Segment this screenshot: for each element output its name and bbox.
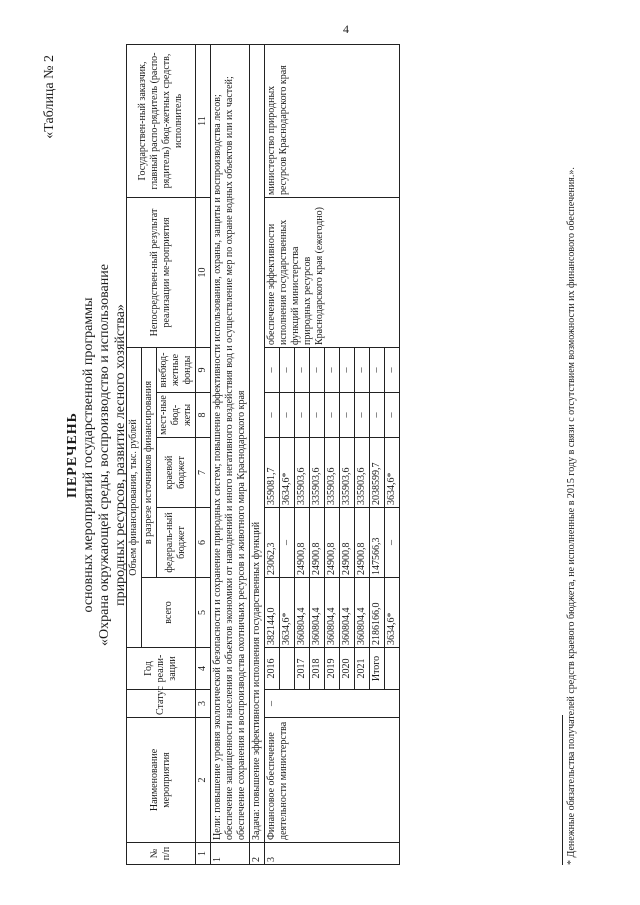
header-extra: внебюд-жетные фонды [157, 348, 196, 393]
row-regional: 2038599,7 [370, 438, 385, 508]
col-number: 7 [196, 438, 211, 508]
row-local: – [325, 393, 340, 438]
row-total: 360804,4 [295, 578, 310, 648]
row-local: – [265, 393, 280, 438]
row-total: 3634,6* [385, 578, 400, 648]
header-sources: в разрезе источников финансирования [142, 348, 157, 578]
row-federal: 24900,8 [325, 508, 340, 578]
activity-customer: министерство природных ресурсов Краснодарского края [265, 45, 400, 198]
row-regional: 335903,6 [295, 438, 310, 508]
document-title [65, 65, 129, 845]
task-num: 2 [250, 843, 265, 865]
title-line-3: «Охрана окружающей среды, воспроизводство и использование [97, 264, 112, 646]
row-federal: 24900,8 [355, 508, 370, 578]
footnote: * Денежные обязательства получателей средств краевого бюджета, не исполненные в 2015 году в связи с отсутствием возможности их финансового обеспечения.». [566, 167, 577, 865]
activity-name: Финансовое обеспечение деятельности министерства [265, 718, 400, 843]
col-number: 8 [196, 393, 211, 438]
row-regional: 335903,6 [340, 438, 355, 508]
row-year: 2016 [265, 648, 280, 690]
row-extra: – [340, 348, 355, 393]
col-number: 5 [196, 578, 211, 648]
activities-table [126, 44, 400, 865]
header-result: Непосредствен-ный результат реализации ме-роприятия [127, 198, 196, 348]
row-year [280, 648, 295, 690]
row-year: 2019 [325, 648, 340, 690]
row-year: Итого [370, 648, 385, 690]
row-local: – [310, 393, 325, 438]
header-status: Статус [127, 690, 196, 718]
header-regional: краевой бюджет [157, 438, 196, 508]
header-total: всего [142, 578, 196, 648]
row-extra: – [265, 348, 280, 393]
col-number: 3 [196, 690, 211, 718]
col-number: 10 [196, 198, 211, 348]
table-row [265, 45, 280, 865]
row-total: 3634,6* [280, 578, 295, 648]
row-regional: 335903,6 [355, 438, 370, 508]
row-federal: – [385, 508, 400, 578]
row-local: – [370, 393, 385, 438]
row-year: 2020 [340, 648, 355, 690]
col-number: 2 [196, 718, 211, 843]
table-label: «Таблица № 2 [42, 55, 57, 139]
row-year: 2021 [355, 648, 370, 690]
row-local: – [340, 393, 355, 438]
row-federal: 24900,8 [340, 508, 355, 578]
activity-status: – [265, 690, 400, 718]
row-regional: 3634,6* [280, 438, 295, 508]
task-text: Задача: повышение эффективности исполнения государственных функций [250, 45, 265, 843]
header-funding: Объем финансирования, тыс. рублей [127, 348, 142, 648]
activity-num: 3 [265, 843, 400, 865]
footnote-divider [562, 715, 563, 865]
row-federal: 147566,3 [370, 508, 385, 578]
goal-row [211, 45, 250, 865]
title-line-4: природных ресурсов, развитие лесного хозяйства» [113, 304, 128, 606]
row-regional: 335903,6 [310, 438, 325, 508]
row-regional: 359081,7 [265, 438, 280, 508]
row-local: – [295, 393, 310, 438]
row-total: 2186166,0 [370, 578, 385, 648]
row-extra: – [295, 348, 310, 393]
header-name: Наименование мероприятия [127, 718, 196, 843]
row-total: 360804,4 [310, 578, 325, 648]
activity-result: обеспечение эффективности исполнения государственных функций министерства природных ресурсов Краснодарского края (ежегодно) [265, 198, 400, 348]
col-number: 9 [196, 348, 211, 393]
row-extra: – [280, 348, 295, 393]
header-customer: Государствен-ный заказчик, главный распо-рядитель (распо-рядитель) бюд-жетных средств, исполнитель [127, 45, 196, 198]
row-regional: 3634,6* [385, 438, 400, 508]
header-local: мест-ные бюд-жеты [157, 393, 196, 438]
row-total: 360804,4 [325, 578, 340, 648]
row-year [385, 648, 400, 690]
row-federal: – [280, 508, 295, 578]
row-local: – [385, 393, 400, 438]
title-line-2: основных мероприятий государственной программы [81, 297, 96, 613]
header-num: № п/п [127, 843, 196, 865]
header-federal: федераль-ный бюджет [157, 508, 196, 578]
row-extra: – [325, 348, 340, 393]
goal-num: 1 [211, 843, 250, 865]
row-regional: 335903,6 [325, 438, 340, 508]
row-local: – [280, 393, 295, 438]
row-extra: – [310, 348, 325, 393]
row-extra: – [355, 348, 370, 393]
row-federal: 24900,8 [310, 508, 325, 578]
goal-text: Цели: повышение уровня экологической безопасности и сохранение природных систем; повышение эффективности использования, охраны, защиты и воспроизводства лесов; обеспечение защищенности населения и объектов экономики от наводнений и иного негативного воздействия вод и осуществление мер по охране водных объектов или их частей; обеспечение сохранения и воспроизводства охотничьих ресурсов и животного мира Краснодарского края [211, 45, 250, 843]
col-number: 11 [196, 45, 211, 198]
col-number: 1 [196, 843, 211, 865]
row-year: 2017 [295, 648, 310, 690]
row-federal: 23062,3 [265, 508, 280, 578]
row-total: 382144,0 [265, 578, 280, 648]
header-row-1 [127, 45, 142, 865]
row-extra: – [370, 348, 385, 393]
col-number: 6 [196, 508, 211, 578]
row-local: – [355, 393, 370, 438]
header-year: Год реали-зации [127, 648, 196, 690]
task-row [250, 45, 265, 865]
row-extra: – [385, 348, 400, 393]
rotated-sheet [40, 25, 600, 885]
row-total: 360804,4 [340, 578, 355, 648]
row-total: 360804,4 [355, 578, 370, 648]
column-numbers-row [196, 45, 211, 865]
page-number: 4 [343, 22, 349, 36]
title-line-1: ПЕРЕЧЕНЬ [65, 412, 80, 498]
col-number: 4 [196, 648, 211, 690]
row-year: 2018 [310, 648, 325, 690]
row-federal: 24900,8 [295, 508, 310, 578]
